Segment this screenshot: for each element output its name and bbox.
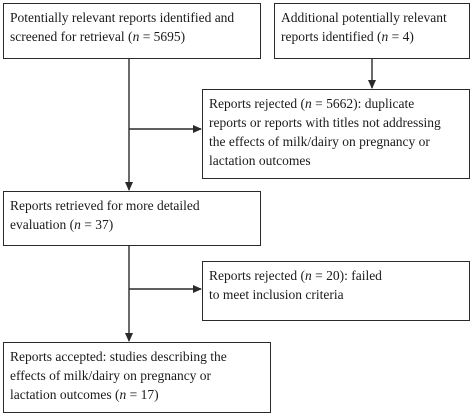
math-var: n xyxy=(74,217,81,232)
text: = 5695) xyxy=(139,29,186,44)
box-accepted xyxy=(3,342,271,413)
box-rejected-1 xyxy=(202,89,470,179)
text: = 37) xyxy=(80,217,114,232)
text: = 17) xyxy=(126,387,159,402)
text: evaluation ( xyxy=(10,217,75,232)
box-line xyxy=(10,27,254,46)
text: to meet inclusion criteria xyxy=(209,287,344,302)
box-line xyxy=(209,285,463,304)
math-var: n xyxy=(304,96,312,111)
math-var: n xyxy=(304,268,312,283)
math-var: n xyxy=(381,29,389,44)
box-line xyxy=(209,113,463,132)
box-line xyxy=(10,215,254,234)
text: effects of milk/dairy on pregnancy or xyxy=(10,368,212,383)
box-rejected-2 xyxy=(202,261,470,321)
box-line xyxy=(209,151,463,170)
box-line xyxy=(281,27,463,46)
text: = 4) xyxy=(388,29,414,44)
text: = 20): failed xyxy=(311,268,382,283)
box-additional xyxy=(274,3,470,59)
text: = 5662): duplicate xyxy=(311,96,415,111)
text: reports identified ( xyxy=(281,29,382,44)
box-retrieved xyxy=(3,191,261,246)
box-line xyxy=(10,385,264,404)
text: Additional potentially relevant xyxy=(281,10,447,25)
text: Reports rejected ( xyxy=(209,96,305,111)
box-line xyxy=(209,132,463,151)
box-line xyxy=(281,8,463,27)
box-line xyxy=(209,266,463,285)
box-line xyxy=(10,8,254,27)
text: lactation outcomes xyxy=(209,153,311,168)
box-line xyxy=(10,196,254,215)
box-line xyxy=(10,347,264,366)
text: Reports retrieved for more detailed xyxy=(10,198,200,213)
text: reports or reports with titles not addressing xyxy=(209,115,441,130)
text: Reports accepted: studies describing the xyxy=(10,349,227,364)
text: Potentially relevant reports identified and xyxy=(10,10,235,25)
text: the effects of milk/dairy on pregnancy or xyxy=(209,134,430,149)
math-var: n xyxy=(132,29,140,44)
box-line xyxy=(209,94,463,113)
math-var: n xyxy=(119,387,127,402)
box-line xyxy=(10,366,264,385)
text: screened for retrieval ( xyxy=(10,29,133,44)
text: lactation outcomes ( xyxy=(10,387,120,402)
text: Reports rejected ( xyxy=(209,268,305,283)
box-identified xyxy=(3,3,261,59)
